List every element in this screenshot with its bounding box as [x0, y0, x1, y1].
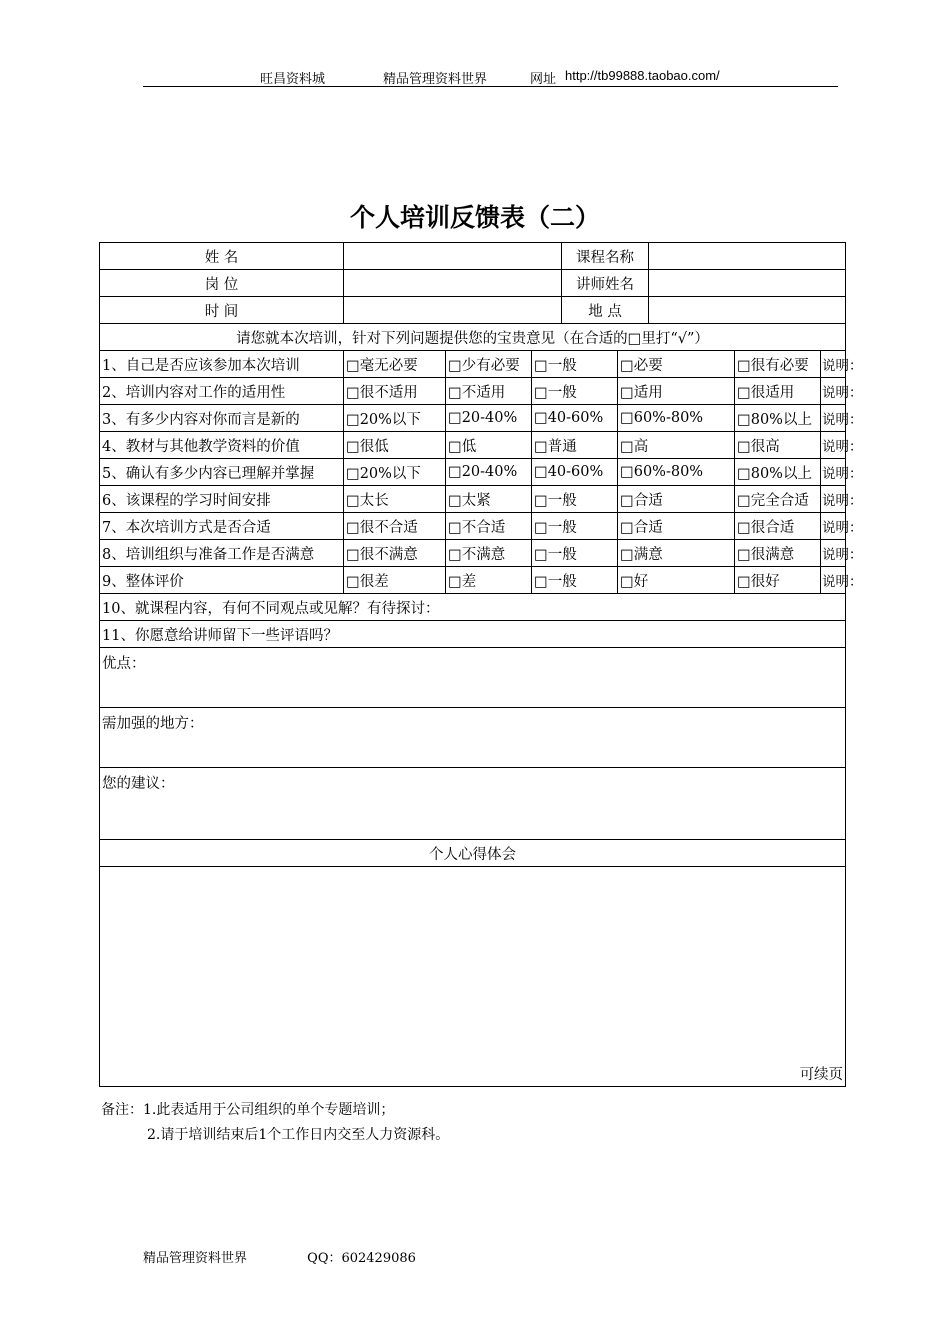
note-1: 备注：1.此表适用于公司组织的单个专题培训；	[101, 1102, 395, 1118]
header-url-label: 网址	[530, 72, 557, 87]
page-footer	[143, 1247, 472, 1266]
question-text: 9、整体评价	[100, 567, 344, 594]
question-row	[100, 432, 846, 459]
instruction-text: 请您就本次培训，针对下列问题提供您的宝贵意见（在合适的□里打“√”）	[100, 324, 846, 351]
rating-option[interactable]: □很低	[344, 432, 446, 459]
rating-option[interactable]: □必要	[618, 351, 735, 378]
rating-option[interactable]: □一般	[532, 486, 618, 513]
page-header	[143, 64, 838, 87]
question-text: 7、本次培训方式是否合适	[100, 513, 344, 540]
question-row	[100, 378, 846, 405]
rating-option[interactable]: □80%以上	[735, 405, 821, 432]
rating-option[interactable]: □一般	[532, 567, 618, 594]
rating-option[interactable]: □好	[618, 567, 735, 594]
course-field[interactable]	[649, 243, 846, 270]
improve-label: 需加强的地方：	[102, 716, 204, 732]
rating-option[interactable]: □满意	[618, 540, 735, 567]
rating-option[interactable]: □不适用	[446, 378, 532, 405]
place-field[interactable]	[649, 297, 846, 324]
footer-world: 精品管理资料世界	[143, 1251, 248, 1266]
question-rows	[100, 351, 863, 594]
rating-option[interactable]: □20-40%	[446, 405, 532, 432]
rating-option[interactable]: □很不适用	[344, 378, 446, 405]
teacher-label: 讲师姓名	[562, 270, 649, 297]
rating-option[interactable]: □合适	[618, 486, 735, 513]
post-field[interactable]	[344, 270, 562, 297]
rating-option[interactable]: □40-60%	[532, 459, 618, 486]
rating-option[interactable]: □20-40%	[446, 459, 532, 486]
question-text: 8、培训组织与准备工作是否满意	[100, 540, 344, 567]
remark-label: 说明：	[821, 459, 846, 486]
rating-option[interactable]: □很合适	[735, 513, 821, 540]
rating-option[interactable]: □很不合适	[344, 513, 446, 540]
remark-label: 说明：	[821, 405, 846, 432]
note-2: 2.请于培训结束后1个工作日内交至人力资源科。	[147, 1127, 450, 1143]
suggest-field[interactable]	[100, 768, 846, 840]
rating-option[interactable]: □很适用	[735, 378, 821, 405]
rating-option[interactable]: □一般	[532, 351, 618, 378]
rating-option[interactable]: □60%-80%	[618, 459, 735, 486]
feedback-form	[99, 242, 863, 1087]
rating-option[interactable]: □不合适	[446, 513, 532, 540]
header-world: 精品管理资料世界	[383, 72, 488, 87]
question-row	[100, 459, 846, 486]
strengths-field[interactable]	[100, 648, 846, 708]
rating-option[interactable]: □很好	[735, 567, 821, 594]
experience-field[interactable]	[100, 867, 846, 1087]
rating-option[interactable]: □80%以上	[735, 459, 821, 486]
q11-text: 11、你愿意给讲师留下一些评语吗？	[100, 621, 846, 648]
question-text: 6、该课程的学习时间安排	[100, 486, 344, 513]
rating-option[interactable]: □很高	[735, 432, 821, 459]
question-text: 5、确认有多少内容已理解并掌握	[100, 459, 344, 486]
question-row	[100, 486, 846, 513]
remark-label: 说明：	[821, 351, 846, 378]
rating-option[interactable]: □少有必要	[446, 351, 532, 378]
continue-label: 可续页	[799, 1067, 844, 1083]
rating-option[interactable]: □一般	[532, 540, 618, 567]
experience-label: 个人心得体会	[100, 840, 846, 867]
question-text: 1、自己是否应该参加本次培训	[100, 351, 344, 378]
question-text: 4、教材与其他教学资料的价值	[100, 432, 344, 459]
teacher-field[interactable]	[649, 270, 846, 297]
question-row	[100, 513, 846, 540]
rating-option[interactable]: □20%以下	[344, 405, 446, 432]
rating-option[interactable]: □60%-80%	[618, 405, 735, 432]
footer-qq: QQ：602429086	[307, 1251, 416, 1266]
rating-option[interactable]: □一般	[532, 513, 618, 540]
rating-option[interactable]: □合适	[618, 513, 735, 540]
rating-option[interactable]: □毫无必要	[344, 351, 446, 378]
rating-option[interactable]: □很满意	[735, 540, 821, 567]
remark-label: 说明：	[821, 432, 846, 459]
question-row	[100, 540, 846, 567]
question-row	[100, 351, 846, 378]
remark-label: 说明：	[821, 540, 846, 567]
question-row	[100, 405, 846, 432]
rating-option[interactable]: □太紧	[446, 486, 532, 513]
question-text: 3、有多少内容对你而言是新的	[100, 405, 344, 432]
name-field[interactable]	[344, 243, 562, 270]
post-label: 岗 位	[100, 270, 344, 297]
remark-label: 说明：	[821, 378, 846, 405]
page-title: 个人培训反馈表（二）	[349, 203, 600, 232]
rating-option[interactable]: □一般	[532, 378, 618, 405]
rating-option[interactable]: □很不满意	[344, 540, 446, 567]
rating-option[interactable]: □很差	[344, 567, 446, 594]
rating-option[interactable]: □低	[446, 432, 532, 459]
remark-label: 说明：	[821, 567, 846, 594]
improve-field[interactable]	[100, 708, 846, 768]
strengths-label: 优点：	[102, 656, 146, 672]
rating-option[interactable]: □20%以下	[344, 459, 446, 486]
rating-option[interactable]: □太长	[344, 486, 446, 513]
time-field[interactable]	[344, 297, 562, 324]
rating-option[interactable]: □不满意	[446, 540, 532, 567]
question-text: 2、培训内容对工作的适用性	[100, 378, 344, 405]
header-shop: 旺昌资料城	[260, 72, 326, 87]
remark-label: 说明：	[821, 486, 846, 513]
place-label: 地 点	[562, 297, 649, 324]
rating-option[interactable]: □普通	[532, 432, 618, 459]
rating-option[interactable]: □差	[446, 567, 532, 594]
rating-option[interactable]: □高	[618, 432, 735, 459]
question-row	[100, 567, 846, 594]
remark-label: 说明：	[821, 513, 846, 540]
header-url: http://tb99888.taobao.com/	[565, 68, 720, 83]
rating-option[interactable]: □很有必要	[735, 351, 821, 378]
name-label: 姓 名	[100, 243, 344, 270]
rating-option[interactable]: □完全合适	[735, 486, 821, 513]
q10-text: 10、就课程内容，有何不同观点或见解？有待探讨：	[100, 594, 846, 621]
rating-option[interactable]: □40-60%	[532, 405, 618, 432]
notes	[101, 1098, 449, 1148]
course-label: 课程名称	[562, 243, 649, 270]
time-label: 时 间	[100, 297, 344, 324]
suggest-label: 您的建议：	[102, 776, 175, 792]
rating-option[interactable]: □适用	[618, 378, 735, 405]
